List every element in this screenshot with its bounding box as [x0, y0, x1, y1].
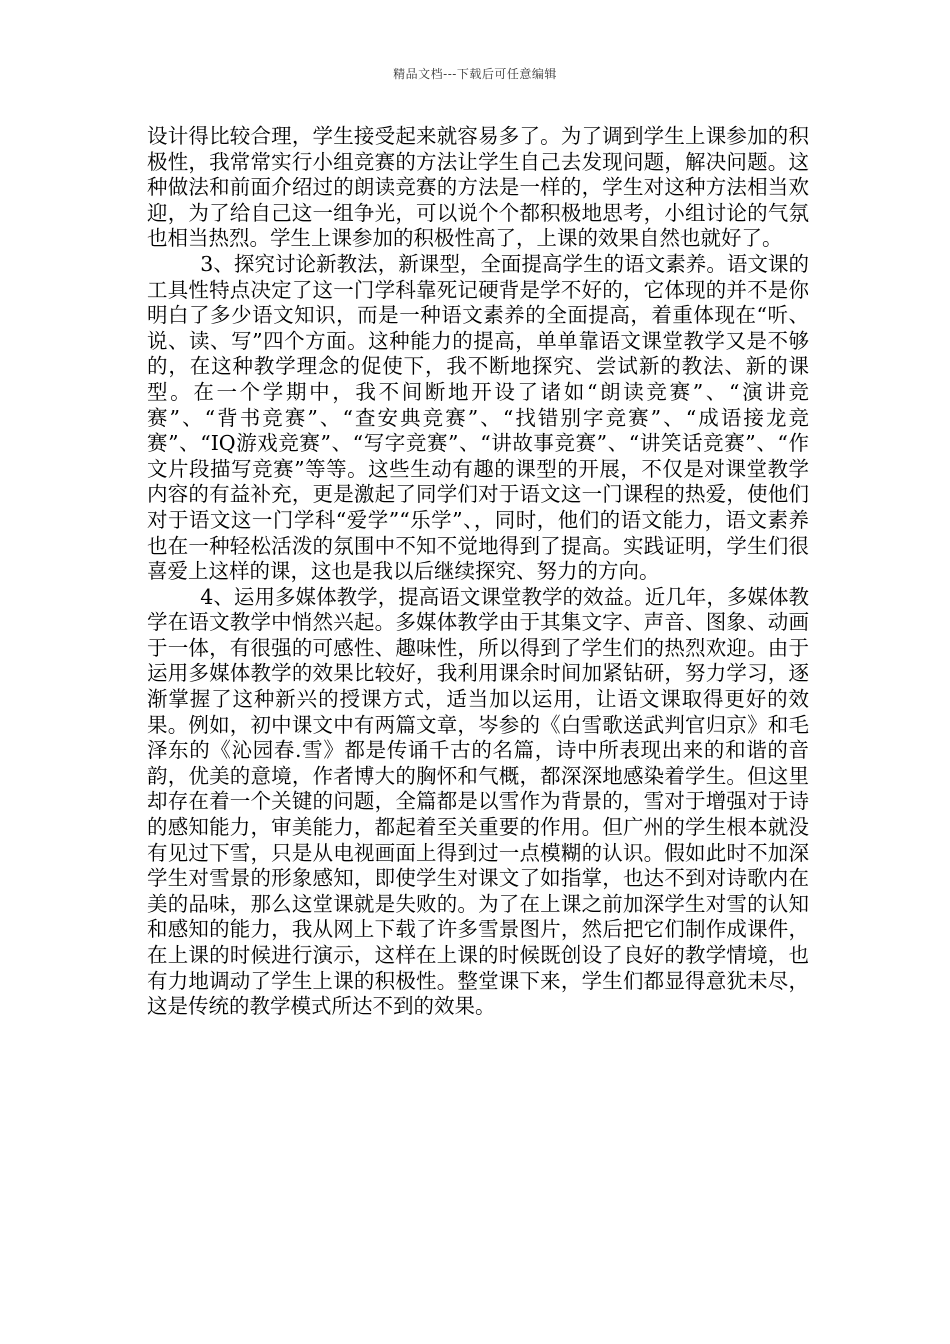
paragraph-section-4: 4、运用多媒体教学，提高语文课堂教学的效益。近几年，多媒体教学在语文教学中悄然兴起。多媒体教学由于其集文字、声音、图象、动画于一体，有很强的可感性、趣味性，所以得到了学生们的热烈欢迎。由于运用多媒体教学的效果比较好，我利用课余时间加紧钻研，努力学习，逐渐掌握了这种新兴的授课方式，适当加以运用，让语文课取得更好的效果。例如，初中课文中有两篇文章，岑参的《白雪歌送武判官归京》和毛泽东的《沁园春.雪》都是传诵千古的名篇，诗中所表现出来的和谐的音韵，优美的意境，作者博大的胸怀和气概，都深深地感染着学生。但这里却存在着一个关键的问题，全篇都是以雪作为背景的，雪对于增强对于诗的感知能力，审美能力，都起着至关重要的作用。但广州的学生根本就没有见过下雪，只是从电视画面上得到过一点模糊的认识。假如此时不加深学生对雪景的形象感知，即使学生对课文了如指掌，也达不到对诗歌内在美的品味，那么这堂课就是失败的。为了在上课之前加深学生对雪的认知和感知的能力，我从网上下载了许多雪景图片，然后把它们制作成课件，在上课的时候进行演示，这样在上课的时候既创设了良好的教学情境，也有力地调动了学生上课的积极性。整堂课下来，学生们都显得意犹未尽，这是传统的教学模式所达不到的效果。 — [147, 584, 809, 1019]
document-body — [147, 124, 809, 1020]
paragraph-section-3: 3、探究讨论新教法，新课型，全面提高学生的语文素养。语文课的工具性特点决定了这一门学科靠死记硬背是学不好的，它体现的并不是你明白了多少语文知识，而是一种语文素养的全面提高，着重体现在“听、说、读、写”四个方面。这种能力的提高，单单靠语文课堂教学又是不够的，在这种教学理念的促使下，我不断地探究、尝试新的教法、新的课型。在一个学期中，我不间断地开设了诸如“朗读竞赛”、“演讲竞赛”、“背书竞赛”、“查安典竞赛”、“找错别字竞赛”、“成语接龙竞赛”、“IQ游戏竞赛”、“写字竞赛”、“讲故事竞赛”、“讲笑话竞赛”、“作文片段描写竞赛”等等。这些生动有趣的课型的开展，不仅是对课堂教学内容的有益补充，更是激起了同学们对于语文这一门课程的热爱，使他们对于语文这一门学科“爱学”“乐学”、，同时，他们的语文能力，语文素养也在一种轻松活泼的氛围中不知不觉地得到了提高。实践证明，学生们很喜爱上这样的课，这也是我以后继续探究、努力的方向。 — [147, 251, 809, 584]
page-header: 精品文档---下载后可任意编辑 — [393, 67, 557, 81]
paragraph-continuation: 设计得比较合理，学生接受起来就容易多了。为了调到学生上课参加的积极性，我常常实行小组竞赛的方法让学生自己去发现问题，解决问题。这种做法和前面介绍过的朗读竞赛的方法是一样的，学生对这种方法相当欢迎，为了给自己这一组争光，可以说个个都积极地思考，小组讨论的气氛也相当热烈。学生上课参加的积极性高了，上课的效果自然也就好了。 — [147, 124, 809, 251]
